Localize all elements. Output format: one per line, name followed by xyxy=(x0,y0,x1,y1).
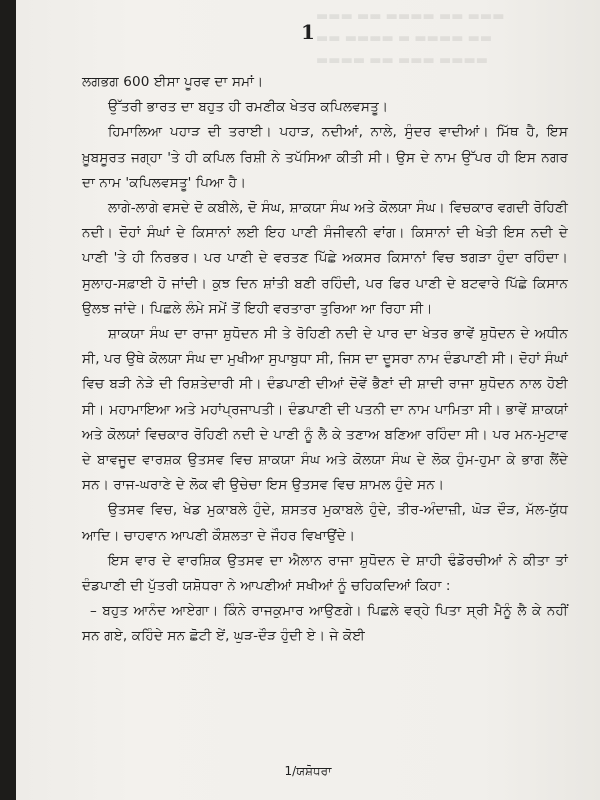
paragraph: ਲਗਭਗ 600 ਈਸਾ ਪੂਰਵ ਦਾ ਸਮਾਂ। xyxy=(82,74,264,90)
paragraph: ਹਿਮਾਲਿਆ ਪਹਾੜ ਦੀ ਤਰਾਈ। ਪਹਾੜ, ਨਦੀਆਂ, ਨਾਲੇ, ਸੁੰਦਰ ਵਾਦੀਆਂ। ਮਿੱਥ ਹੈ, ਇਸ ਖ਼ੂਬਸੂਰਤ ਜਗ੍ਹਾ 'ਤੇ ਹੀ ਕਪਿਲ ਰਿਸ਼ੀ ਨੇ ਤਪੱਸਿਆ ਕੀਤੀ ਸੀ। ਉਸ ਦੇ ਨਾਮ ਉੱਪਰ ਹੀ ਇਸ ਨਗਰ ਦਾ ਨਾਮ 'ਕਪਿਲਵਸਤੂ' ਪਿਆ ਹੈ। xyxy=(82,124,568,191)
page-footer: 1/ਯਸ਼ੋਧਰਾ xyxy=(284,764,332,778)
dialogue-paragraph: – ਬਹੁਤ ਆਨੰਦ ਆਏਗਾ। ਕਿੰਨੇ ਰਾਜਕੁਮਾਰ ਆਉਣਗੇ। ਪਿਛਲੇ ਵਰ੍ਹੇ ਪਿਤਾ ਸ੍ਰੀ ਮੈਨੂੰ ਲੈ ਕੇ ਨਹੀਂ ਸਨ ਗਏ, ਕਹਿੰਦੇ ਸਨ ਛੋਟੀ ਏਂ, ਘੁੜ-ਦੌੜ ਹੁੰਦੀ ਏ। ਜੇ ਕੋਈ xyxy=(82,603,568,645)
book-page xyxy=(16,0,600,800)
bleed-through-text: ▬▬▬ ▬▬ ▬▬▬▬ ▬▬ ▬▬▬ ▬▬ ▬▬▬▬ ▬ ▬▬▬▬ ▬▬ ▬▬▬▬ ▬▬ ▬▬▬ ▬▬▬▬ xyxy=(316,9,505,68)
paragraph: ਇਸ ਵਾਰ ਦੇ ਵਾਰਸ਼ਿਕ ਉਤਸਵ ਦਾ ਐਲਾਨ ਰਾਜਾ ਸ਼ੁਧੋਦਨ ਦੇ ਸ਼ਾਹੀ ਢੰਡੋਰਚੀਆਂ ਨੇ ਕੀਤਾ ਤਾਂ ਦੰਡਪਾਣੀ ਦੀ ਪੁੱਤਰੀ ਯਸ਼ੋਧਰਾ ਨੇ ਆਪਣੀਆਂ ਸਖੀਆਂ ਨੂੰ ਚਹਿਕਦਿਆਂ ਕਿਹਾ : xyxy=(82,552,568,595)
body-text xyxy=(82,70,568,650)
paragraph: ਸ਼ਾਕਯਾ ਸੰਘ ਦਾ ਰਾਜਾ ਸ਼ੁਧੋਦਨ ਸੀ ਤੇ ਰੋਹਿਣੀ ਨਦੀ ਦੇ ਪਾਰ ਦਾ ਖੇਤਰ ਭਾਵੇਂ ਸ਼ੁਧੋਦਨ ਦੇ ਅਧੀਨ ਸੀ, ਪਰ ਉਥੇ ਕੋਲਯਾ ਸੰਘ ਦਾ ਮੁਖੀਆ ਸੁਪਾਬੁਧਾ ਸੀ, ਜਿਸ ਦਾ ਦੂਸਰਾ ਨਾਮ ਦੰਡਪਾਣੀ ਸੀ। ਦੋਹਾਂ ਸੰਘਾਂ ਵਿਚ ਬੜੀ ਨੇੜੇ ਦੀ ਰਿਸ਼ਤੇਦਾਰੀ ਸੀ। ਦੰਡਪਾਣੀ ਦੀਆਂ ਦੋਵੇਂ ਭੈਣਾਂ ਦੀ ਸ਼ਾਦੀ ਰਾਜਾ ਸ਼ੁਧੋਦਨ ਨਾਲ ਹੋਈ ਸੀ। ਮਹਾਮਾਇਆ ਅਤੇ ਮਹਾਂਪ੍ਰਜਾਪਤੀ। ਦੰਡਪਾਣੀ ਦੀ ਪਤਨੀ ਦਾ ਨਾਮ ਪਾਮਿਤਾ ਸੀ। ਭਾਵੇਂ ਸ਼ਾਕਯਾਂ ਅਤੇ ਕੋਲਯਾਂ ਵਿਚਕਾਰ ਰੋਹਿਣੀ ਨਦੀ ਦੇ ਪਾਣੀ ਨੂੰ ਲੈ ਕੇ ਤਣਾਅ ਬਣਿਆ ਰਹਿੰਦਾ ਸੀ। ਪਰ ਮਨ-ਮੁਟਾਵ ਦੇ ਬਾਵਜੂਦ ਵਾਰਸ਼ਕ ਉਤਸਵ ਵਿਚ ਸ਼ਾਕਯਾ ਸੰਘ ਅਤੇ ਕੋਲਯਾ ਸੰਘ ਦੇ ਲੋਕ ਹੁੰਮ-ਹੁਮਾ ਕੇ ਭਾਗ ਲੈਂਦੇ ਸਨ। ਰਾਜ-ਘਰਾਣੇ ਦੇ ਲੋਕ ਵੀ ਉਚੇਚਾ ਇਸ ਉਤਸਵ ਵਿਚ ਸ਼ਾਮਲ ਹੁੰਦੇ ਸਨ। xyxy=(82,326,568,494)
chapter-number: 1 xyxy=(301,20,315,44)
paragraph: ਉਤਸਵ ਵਿਚ, ਖੇਡ ਮੁਕਾਬਲੇ ਹੁੰਦੇ, ਸ਼ਸਤਰ ਮੁਕਾਬਲੇ ਹੁੰਦੇ, ਤੀਰ-ਅੰਦਾਜ਼ੀ, ਘੋੜ ਦੌੜ, ਮੱਲ-ਯੁੱਧ ਆਦਿ। ਚਾਹਵਾਨ ਆਪਣੀ ਕੌਸ਼ਲਤਾ ਦੇ ਜੌਹਰ ਵਿਖਾਉਂਦੇ। xyxy=(82,502,568,544)
paragraph: ਲਾਗੇ-ਲਾਗੇ ਵਸਦੇ ਦੋ ਕਬੀਲੇ, ਦੋ ਸੰਘ, ਸ਼ਾਕਯਾ ਸੰਘ ਅਤੇ ਕੋਲਯਾ ਸੰਘ। ਵਿਚਕਾਰ ਵਗਦੀ ਰੋਹਿਣੀ ਨਦੀ। ਦੋਹਾਂ ਸੰਘਾਂ ਦੇ ਕਿਸਾਨਾਂ ਲਈ ਇਹ ਪਾਣੀ ਸੰਜੀਵਨੀ ਵਾਂਗ। ਕਿਸਾਨਾਂ ਦੀ ਖੇਤੀ ਇਸ ਨਦੀ ਦੇ ਪਾਣੀ 'ਤੇ ਹੀ ਨਿਰਭਰ। ਪਰ ਪਾਣੀ ਦੇ ਵਰਤਣ ਪਿੱਛੇ ਅਕਸਰ ਕਿਸਾਨਾਂ ਵਿਚ ਝਗੜਾ ਹੁੰਦਾ ਰਹਿੰਦਾ। ਸੁਲਾਹ-ਸਫ਼ਾਈ ਹੋ ਜਾਂਦੀ। ਕੁਝ ਦਿਨ ਸ਼ਾਂਤੀ ਬਣੀ ਰਹਿੰਦੀ, ਪਰ ਫਿਰ ਪਾਣੀ ਦੇ ਬਟਵਾਰੇ ਪਿੱਛੇ ਕਿਸਾਨ ਉਲਝ ਜਾਂਦੇ। ਪਿਛਲੇ ਲੰਮੇ ਸਮੇਂ ਤੋਂ ਇਹੀ ਵਰਤਾਰਾ ਤੁਰਿਆ ਆ ਰਿਹਾ ਸੀ। xyxy=(82,200,568,317)
paragraph: ਉੱਤਰੀ ਭਾਰਤ ਦਾ ਬਹੁਤ ਹੀ ਰਮਣੀਕ ਖੇਤਰ ਕਪਿਲਵਸਤੂ। xyxy=(108,99,389,116)
